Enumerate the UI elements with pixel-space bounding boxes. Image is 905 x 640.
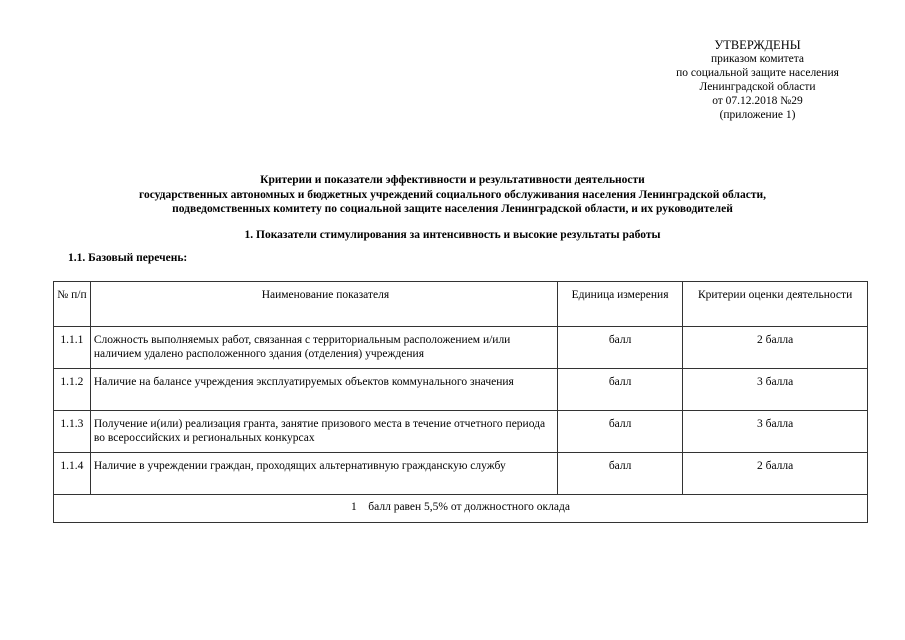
table-footer-row [54, 495, 868, 523]
table-row [54, 369, 868, 411]
table-row [54, 327, 868, 369]
approval-line: от 07.12.2018 №29 [712, 95, 803, 107]
row-num: 1.1.4 [54, 453, 91, 495]
row-name: Получение и(или) реализация гранта, занятие призового места в течение отчетного периода во всероссийских и региональных конкурсах [90, 411, 557, 453]
row-criteria: 2 балла [683, 453, 868, 495]
row-criteria: 2 балла [683, 327, 868, 369]
row-name: Наличие в учреждении граждан, проходящих альтернативную гражданскую службу [90, 453, 557, 495]
approval-line: по социальной защите населения [676, 67, 839, 79]
header-criteria: Критерии оценки деятельности [683, 282, 868, 327]
row-num: 1.1.2 [54, 369, 91, 411]
row-unit: балл [557, 327, 682, 369]
approval-heading: УТВЕРЖДЕНЫ [714, 38, 801, 52]
header-unit: Единица измерения [557, 282, 682, 327]
row-unit: балл [557, 411, 682, 453]
table-row [54, 411, 868, 453]
sub-heading: 1.1. Базовый перечень: [68, 252, 188, 264]
row-num: 1.1.1 [54, 327, 91, 369]
header-name: Наименование показателя [90, 282, 557, 327]
table-header-row [54, 282, 868, 327]
title-line: государственных автономных и бюджетных учреждений социального обслуживания населения Ленинградской области, [139, 188, 766, 201]
row-criteria: 3 балла [683, 411, 868, 453]
table-footer-note: 1 балл равен 5,5% от должностного оклада [54, 495, 868, 523]
table-row [54, 453, 868, 495]
row-unit: балл [557, 369, 682, 411]
row-criteria: 3 балла [683, 369, 868, 411]
header-num: № п/п [54, 282, 91, 327]
row-unit: балл [557, 453, 682, 495]
approval-stamp [640, 38, 875, 122]
document-title [40, 173, 865, 217]
row-num: 1.1.3 [54, 411, 91, 453]
criteria-table [53, 281, 868, 523]
row-name: Наличие на балансе учреждения эксплуатируемых объектов коммунального значения [90, 369, 557, 411]
row-name: Сложность выполняемых работ, связанная с территориальным расположением и/или наличием удалено расположенного здания (отделения) учреждения [90, 327, 557, 369]
title-line: Критерии и показатели эффективности и результативности деятельности [260, 174, 645, 186]
section-heading: 1. Показатели стимулирования за интенсивность и высокие результаты работы [244, 229, 661, 241]
approval-line: приказом комитета [710, 53, 805, 65]
approval-line: (приложение 1) [719, 109, 796, 121]
title-line: подведомственных комитету по социальной защите населения Ленинградской области, и их руководителей [172, 203, 733, 215]
approval-line: Ленинградской области [699, 81, 816, 93]
